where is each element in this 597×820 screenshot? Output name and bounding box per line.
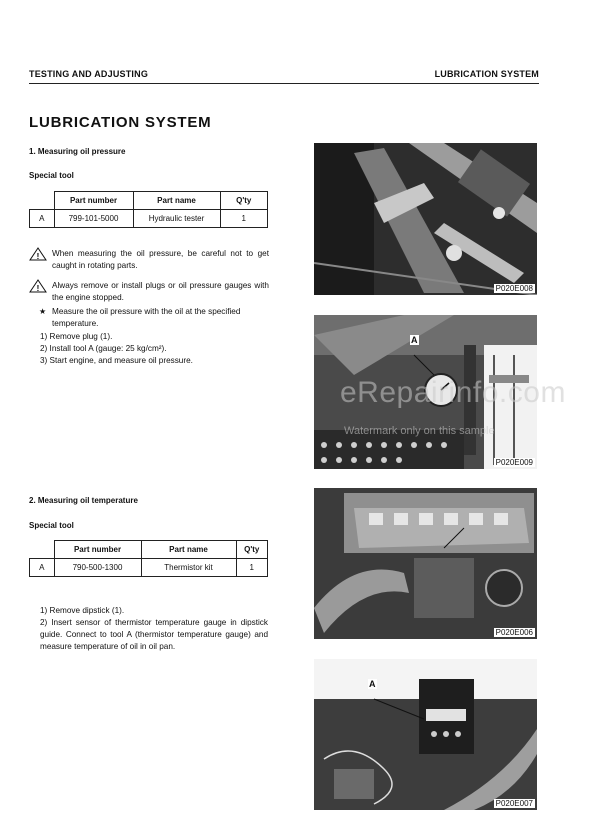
- warning-block-1: [29, 248, 269, 272]
- photo-engine-top: [314, 143, 537, 295]
- list-item: 1) Remove plug (1).: [40, 332, 113, 341]
- col-part-number: Part number: [54, 192, 133, 210]
- cell-tool-id: A: [30, 210, 55, 228]
- col-part-name: Part name: [141, 541, 236, 559]
- warning-text-1: When measuring the oil pressure, be careful not to get caught in rotating parts.: [52, 249, 269, 270]
- star-note-text: Measure the oil pressure with the oil at the specified temperature.: [52, 307, 241, 328]
- header-left: TESTING AND ADJUSTING: [29, 69, 149, 79]
- list-item: 2) Install tool A (gauge: 25 kg/cm²).: [40, 344, 167, 353]
- svg-text:!: !: [36, 284, 40, 293]
- header-right: LUBRICATION SYSTEM: [434, 69, 539, 79]
- svg-text:!: !: [36, 252, 40, 261]
- list-item: 2) Insert sensor of thermistor temperature gauge in dipstick guide. Connect to tool A (thermistor temperature gauge) and measure temperature of oil in oil pan.: [40, 618, 268, 651]
- section1-steps: [40, 331, 270, 367]
- photo-caption: P020E008: [495, 284, 533, 293]
- col-part-number: Part number: [54, 541, 141, 559]
- warning-block-2: [29, 280, 269, 304]
- photo-label-a: A: [369, 679, 376, 689]
- warning-triangle-icon: [29, 279, 47, 297]
- cell-tool-id: A: [30, 559, 55, 577]
- section1-tool-table: [29, 191, 268, 228]
- section1-special-tool: Special tool: [29, 171, 74, 180]
- photo-engine-side: [314, 488, 537, 639]
- cell-part-number: 790-500-1300: [54, 559, 141, 577]
- cell-qty: 1: [220, 210, 268, 228]
- star-note: [39, 306, 269, 330]
- col-qty: Q'ty: [236, 541, 268, 559]
- header-divider: [29, 83, 539, 84]
- watermark-subtext: Watermark only on this sample: [344, 425, 495, 437]
- section2-steps: [40, 605, 268, 653]
- cell-part-number: 799-101-5000: [54, 210, 133, 228]
- section2-heading: 2. Measuring oil temperature: [29, 496, 138, 505]
- photo-label-a: A: [411, 335, 418, 345]
- warning-text-2: Always remove or install plugs or oil pressure gauges with the engine stopped.: [52, 281, 269, 302]
- col-part-name: Part name: [133, 192, 220, 210]
- cell-part-name: Hydraulic tester: [133, 210, 220, 228]
- list-item: 3) Start engine, and measure oil pressure.: [40, 356, 193, 365]
- photo-caption: P020E007: [495, 799, 533, 808]
- col-qty: Q'ty: [220, 192, 268, 210]
- list-item: 1) Remove dipstick (1).: [40, 606, 125, 615]
- section1-heading: 1. Measuring oil pressure: [29, 147, 126, 156]
- warning-triangle-icon: [29, 247, 47, 265]
- watermark-text: eRepairinfo.com: [340, 376, 566, 409]
- table-row: [30, 210, 268, 228]
- section2-special-tool: Special tool: [29, 521, 74, 530]
- cell-part-name: Thermistor kit: [141, 559, 236, 577]
- photo-caption: P020E006: [495, 628, 533, 637]
- section2-tool-table: [29, 540, 268, 577]
- page-title: LUBRICATION SYSTEM: [29, 114, 212, 131]
- photo-caption: P020E009: [495, 458, 533, 467]
- table-row: [30, 559, 268, 577]
- star-icon: ★: [39, 307, 47, 316]
- photo-thermistor-gauge: [314, 659, 537, 810]
- cell-qty: 1: [236, 559, 268, 577]
